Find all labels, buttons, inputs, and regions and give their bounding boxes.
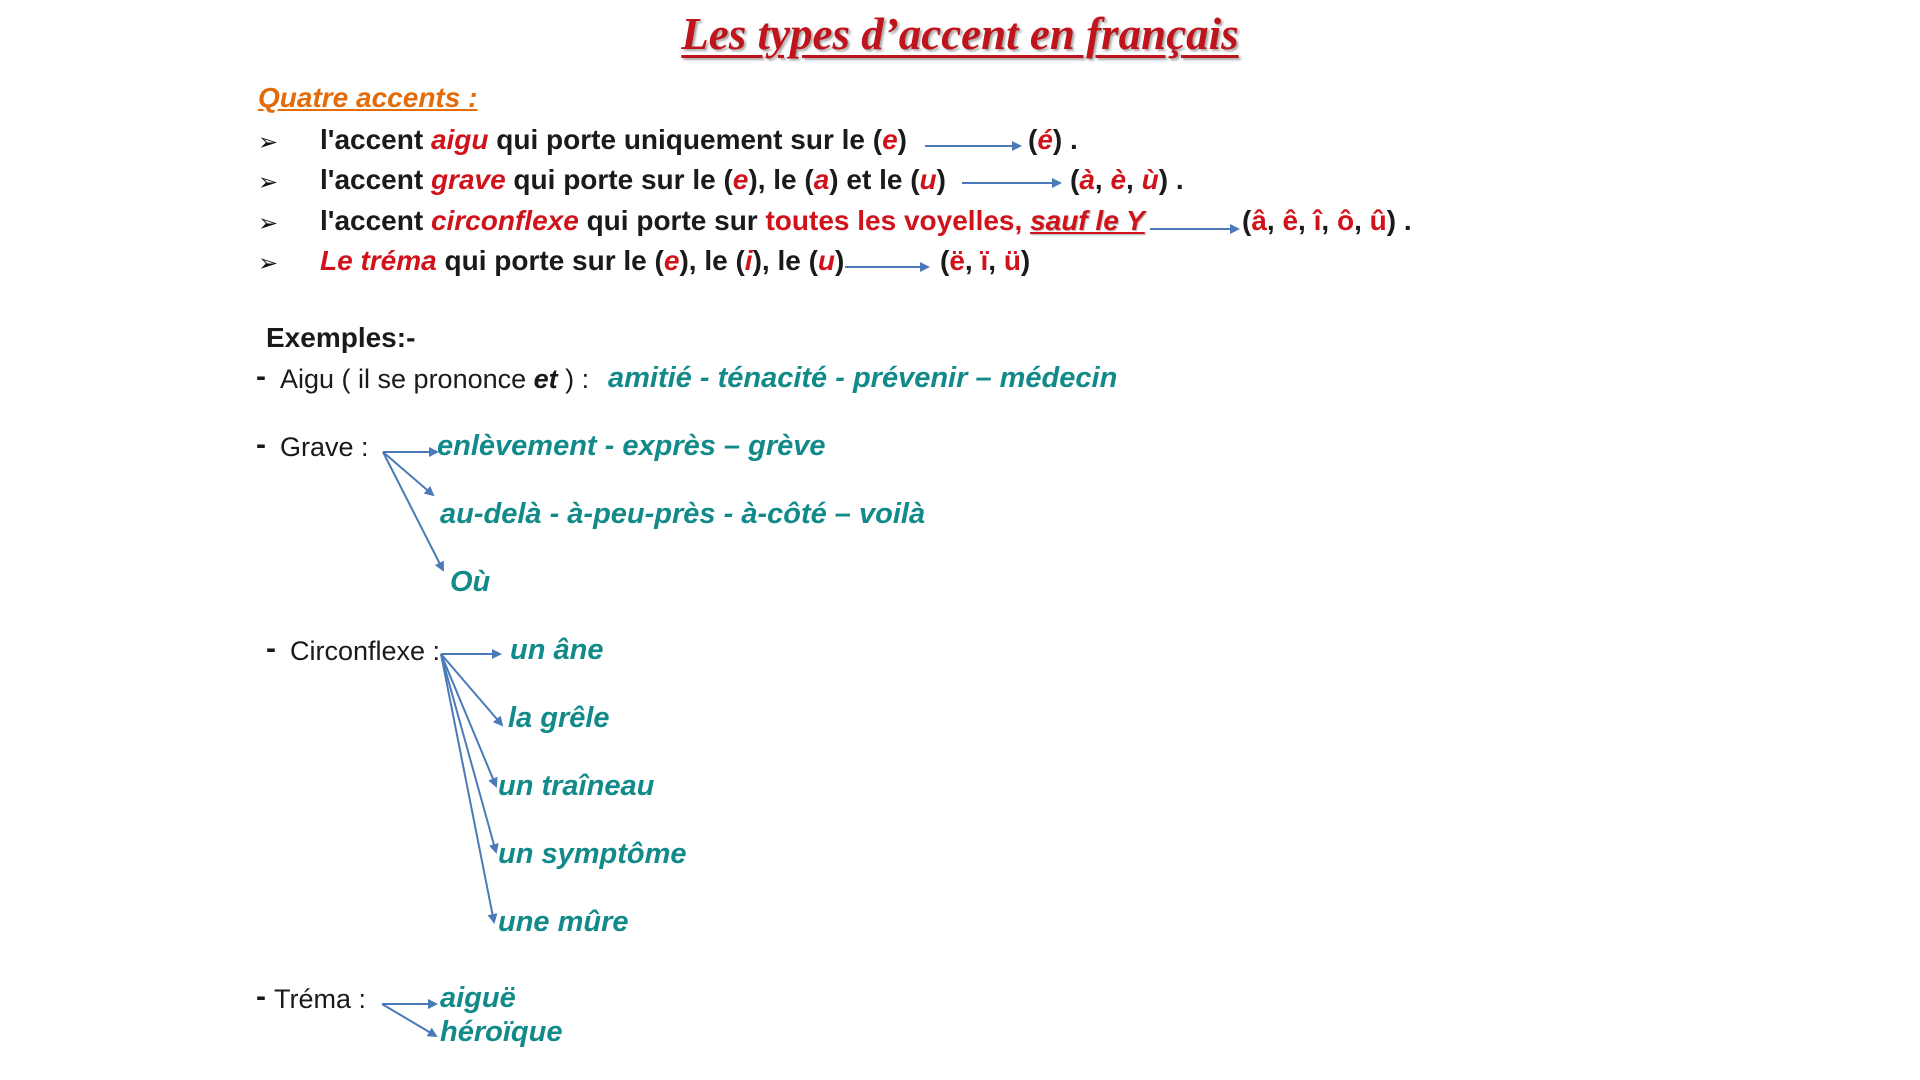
text: )	[936, 164, 946, 195]
text: (	[1028, 124, 1038, 155]
text: ), le (	[679, 245, 745, 276]
text: ) :	[557, 364, 590, 394]
arrow-circ-ex-3	[441, 654, 496, 786]
subheading: Quatre accents :	[258, 82, 478, 113]
text: ,	[1266, 205, 1283, 236]
vowel: u	[919, 164, 937, 195]
accented-letter: ê	[1282, 205, 1299, 236]
arrow-circ-ex-5	[441, 654, 494, 922]
text: toutes les voyelles,	[765, 205, 1031, 236]
text: ,	[964, 245, 981, 276]
text: )	[897, 124, 907, 155]
text: l'accent	[320, 124, 431, 155]
text: (	[1070, 164, 1080, 195]
text: ,	[1094, 164, 1111, 195]
arrow-grave-ex-2	[383, 452, 433, 495]
circonflexe-example-5: une mûre	[498, 906, 629, 938]
text: l'accent	[320, 205, 431, 236]
accented-letter: è	[1110, 164, 1127, 195]
exception: sauf le Y	[1030, 205, 1145, 236]
grave-example-1: enlèvement - exprès – grève	[437, 430, 826, 462]
text: qui porte sur le (	[436, 245, 664, 276]
accent-name: grave	[430, 164, 506, 195]
bullet-marker: ➢	[258, 250, 279, 277]
text: ,	[1354, 205, 1370, 236]
accented-letter: î	[1313, 205, 1322, 236]
dash: -	[256, 980, 266, 1013]
text: ), le (	[748, 164, 814, 195]
text: l'accent	[320, 164, 431, 195]
text: ) et le (	[829, 164, 920, 195]
accent-name: Le tréma	[320, 245, 437, 276]
text: (	[940, 245, 950, 276]
dash: -	[266, 632, 276, 665]
accented-letter: â	[1251, 205, 1267, 236]
text: qui porte sur	[578, 205, 766, 236]
dash: -	[256, 428, 266, 461]
trema-label: Tréma :	[274, 984, 367, 1014]
text: ,	[1298, 205, 1314, 236]
trema-example-1: aiguë	[440, 982, 516, 1014]
circonflexe-label: Circonflexe :	[290, 636, 441, 666]
accented-letter: ï	[980, 245, 989, 276]
text: ) .	[1386, 205, 1412, 236]
bullet-marker: ➢	[258, 169, 279, 196]
text: ), le (	[752, 245, 818, 276]
text: ,	[988, 245, 1004, 276]
accented-letter: ô	[1336, 205, 1355, 236]
accented-letter: ü	[1003, 245, 1021, 276]
dash: -	[256, 360, 266, 393]
text: qui porte sur le (	[505, 164, 733, 195]
vowel: u	[817, 245, 836, 276]
bullet-marker: ➢	[258, 129, 279, 156]
text: qui porte uniquement sur le (	[488, 124, 883, 155]
accented-letter: ù	[1141, 164, 1159, 195]
arrow-grave-ex-3	[383, 452, 443, 570]
circonflexe-example-4: un symptôme	[498, 838, 687, 870]
text: ) .	[1052, 124, 1078, 155]
accent-name: aigu	[430, 124, 489, 155]
vowel: e	[882, 124, 898, 155]
vowel: e	[732, 164, 749, 195]
text: et	[533, 364, 558, 394]
text: (	[1242, 205, 1252, 236]
accented-letter: ë	[949, 245, 965, 276]
text: ,	[1126, 164, 1142, 195]
accented-letter: é	[1037, 124, 1053, 155]
text: ) .	[1158, 164, 1184, 195]
accented-letter: à	[1079, 164, 1095, 195]
vowel: e	[663, 245, 680, 276]
circonflexe-example-1: un âne	[510, 634, 604, 666]
grave-example-2: au-delà - à-peu-près - à-côté – voilà	[440, 498, 926, 530]
arrow-circ-ex-4	[441, 654, 496, 852]
bullet-marker: ➢	[258, 210, 279, 237]
vowel: i	[744, 245, 753, 276]
circonflexe-example-3: un traîneau	[498, 770, 655, 802]
page-title: Les types d’accent en français	[681, 9, 1239, 59]
text: Aigu ( il se prononce	[280, 364, 534, 394]
text: ,	[1321, 205, 1337, 236]
grave-example-3: Où	[450, 566, 491, 598]
vowel: a	[813, 164, 830, 195]
circonflexe-example-2: la grêle	[508, 702, 610, 734]
aigu-examples: amitié - ténacité - prévenir – médecin	[608, 362, 1118, 394]
trema-example-2: héroïque	[440, 1016, 563, 1048]
text: )	[835, 245, 845, 276]
accented-letter: û	[1369, 205, 1387, 236]
grave-label: Grave :	[280, 432, 369, 462]
text: )	[1020, 245, 1031, 276]
accent-name: circonflexe	[430, 205, 579, 236]
examples-heading: Exemples:-	[266, 322, 416, 353]
arrow-trema-ex-2	[382, 1004, 436, 1036]
